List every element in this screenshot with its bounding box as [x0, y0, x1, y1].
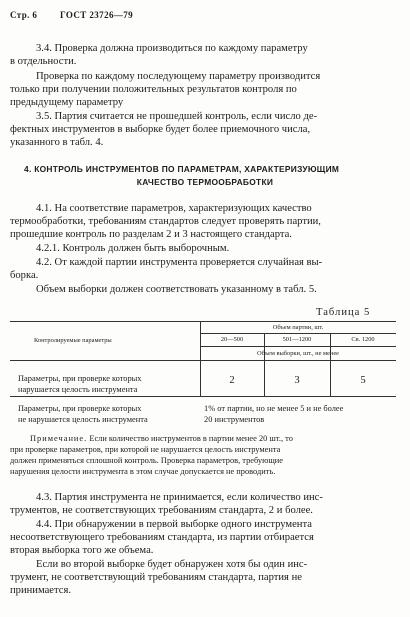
- para-4-2-line-1: 4.2. От каждой партии инструмента проверяется случайная вы-: [36, 257, 323, 268]
- section-4-title-line-1: 4. КОНТРОЛЬ ИНСТРУМЕНТОВ ПО ПАРАМЕТРАМ, ХАРАКТЕРИЗУЮЩИМ: [24, 164, 340, 174]
- para-4-3-line-1: 4.3. Партия инструмента не принимается, если количество инс-: [36, 492, 323, 503]
- para-second-line-1: Если во второй выборке будет обнаружен хотя бы один инс-: [36, 559, 308, 570]
- table-row1-label-line-2: нарушается целость инструмента: [18, 385, 138, 394]
- para-4-4-line-3: вторая выборка того же объема.: [10, 545, 154, 556]
- table-row2-value-line-2: 20 инструментов: [204, 415, 265, 424]
- table-row1-value-3: 5: [360, 375, 366, 386]
- para-4-1-line-1: 4.1. На соответствие параметров, характеризующих качество: [36, 203, 312, 214]
- section-4-title-line-2: КАЧЕСТВО ТЕРМООБРАБОТКИ: [136, 177, 274, 187]
- table-range-1: 20—500: [220, 336, 244, 343]
- para-4-1-line-3: прошедшие контроль по разделам 2 и 3 настоящего стандарта.: [10, 229, 292, 240]
- para-4-3-line-2: трументов, не соответствующих требованиям стандарта, 2 и более.: [10, 505, 313, 516]
- para-sample-size: Объем выборки должен соответствовать указанному в табл. 5.: [36, 284, 317, 295]
- para-3-5-line-1: 3.5. Партия считается не прошедшей контроль, если число де-: [36, 111, 318, 122]
- table-row2-label-line-2: не нарушается целость инструмента: [18, 415, 148, 424]
- note-text-1: Если количество инструментов в партии менее 20 шт., то: [87, 434, 293, 443]
- para-3-4-line-2: в отдельности.: [10, 56, 77, 67]
- table-row1-label-line-1: Параметры, при проверке которых: [18, 374, 142, 383]
- para-second-line-3: принимается.: [10, 585, 71, 596]
- note-line-4: нарушения целости инструмента в этом случае допускается не проводить.: [10, 467, 276, 476]
- table-row1-value-1: 2: [229, 375, 235, 386]
- para-check-line-1: Проверка по каждому последующему параметру производится: [36, 71, 321, 82]
- note-lead: Примечание.: [30, 434, 88, 443]
- para-3-5-line-3: указанного в табл. 4.: [10, 137, 104, 148]
- para-4-4-line-2: несоответствующего требованиям стандарта, из партии отбирается: [10, 532, 314, 543]
- note-line-3: должен применяться сплошной контроль. Проверка параметров, требующие: [10, 456, 284, 465]
- table-row2-label-line-1: Параметры, при проверке которых: [18, 404, 142, 413]
- table-header-parameters: Контролируемые параметры: [34, 337, 112, 344]
- table-header-sample-size: Объем выборки, шт., не менее: [256, 350, 340, 357]
- para-4-4-line-1: 4.4. При обнаружении в первой выборке одного инструмента: [36, 519, 312, 530]
- gost-number: ГОСТ 23726—79: [60, 10, 134, 20]
- para-3-4-line-1: 3.4. Проверка должна производиться по каждому параметру: [36, 43, 308, 54]
- para-check-line-3: предыдущему параметру: [10, 97, 124, 108]
- para-4-2-line-2: борка.: [10, 270, 39, 281]
- para-check-line-2: только при получении положительных результатов контроля по: [10, 84, 297, 95]
- table-range-3: Св. 1200: [351, 336, 375, 343]
- page-number: Стр. 6: [10, 10, 38, 20]
- table-header-lot-size: Объем партии, шт.: [272, 324, 324, 331]
- para-4-1-line-2: термообработки, требованиям стандартов следует проверять партии,: [10, 216, 321, 227]
- table-row2-value-line-1: 1% от партии, но не менее 5 и не более: [204, 404, 344, 413]
- para-second-line-2: трумент, не соответствующий требованиям стандарта, партия не: [10, 572, 302, 583]
- table-5-caption: Таблица 5: [316, 307, 371, 318]
- table-range-2: 501—1200: [282, 336, 312, 343]
- note-line-1: [30, 434, 293, 445]
- para-3-5-line-2: фектных инструментов в выборке будет более приемочного числа,: [10, 124, 311, 135]
- table-row1-value-2: 3: [294, 375, 300, 386]
- para-4-2-1: 4.2.1. Контроль должен быть выборочным.: [36, 243, 230, 254]
- note-line-2: при проверке параметров, при которой не нарушается целость инструмента: [10, 445, 281, 454]
